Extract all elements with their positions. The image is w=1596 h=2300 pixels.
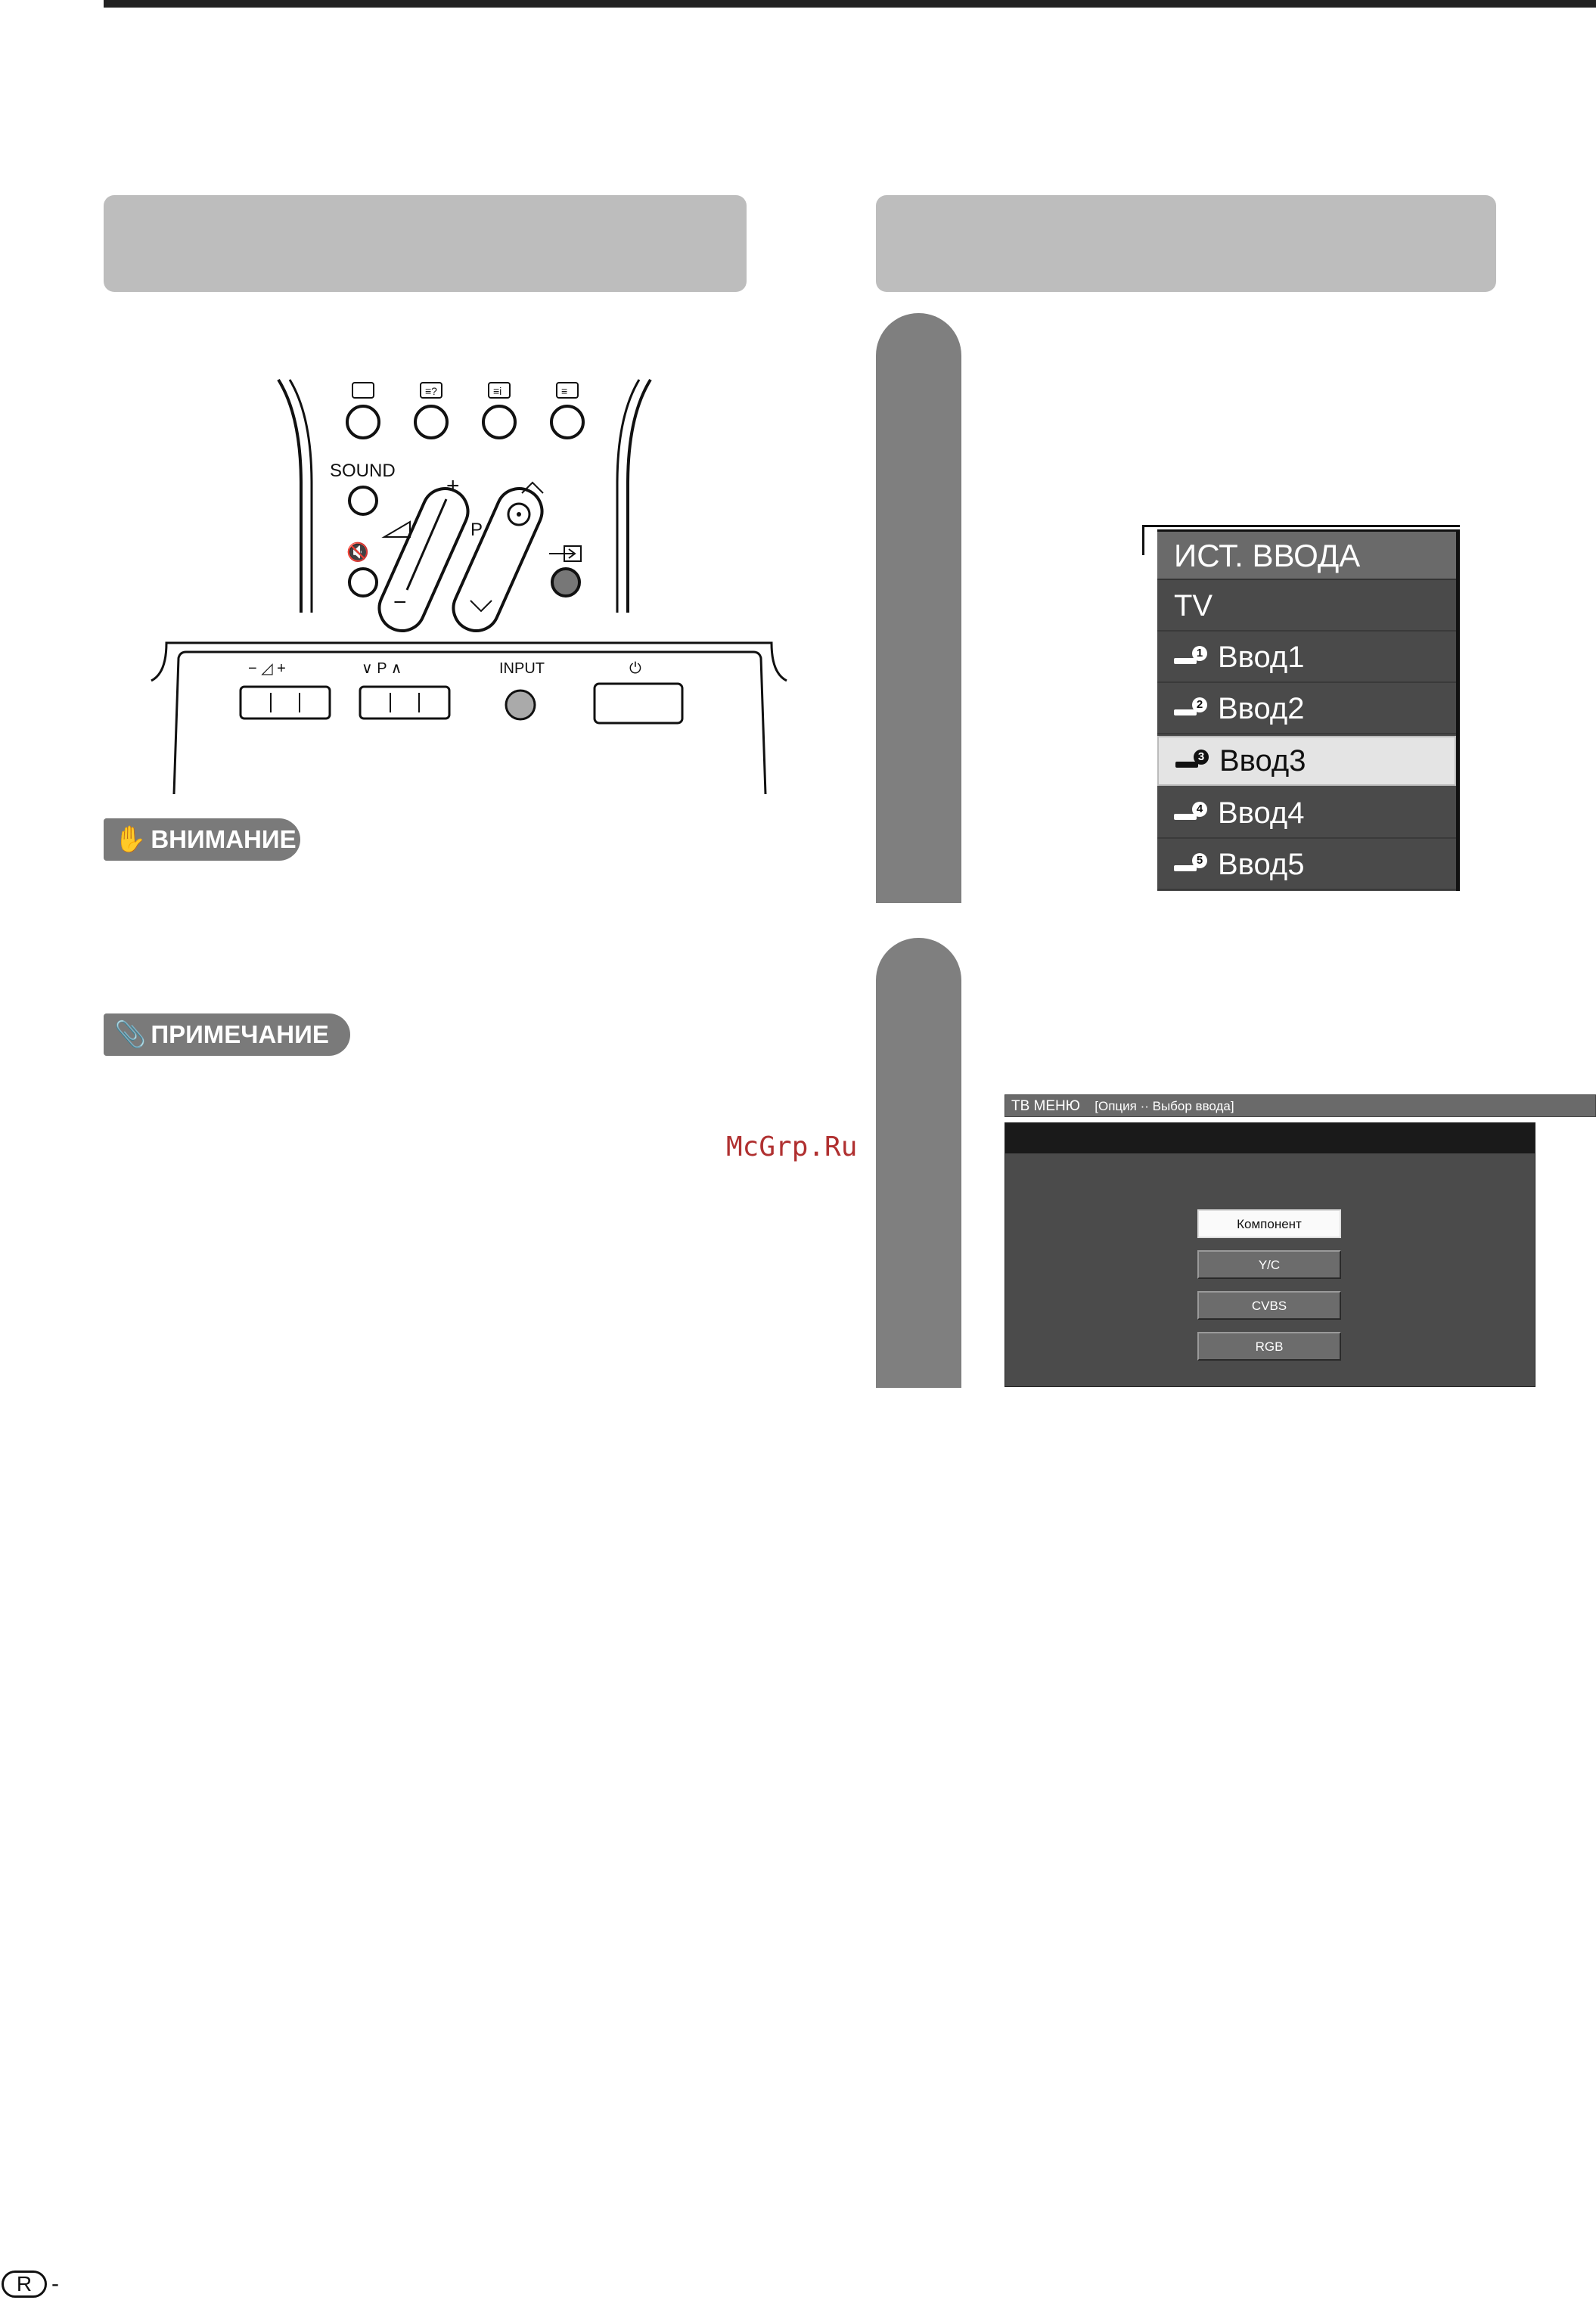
- menu-frame-line: [1142, 525, 1460, 527]
- top-rule: [104, 0, 1596, 8]
- menu-item-label: Ввод2: [1218, 692, 1305, 725]
- sound-label: SOUND: [330, 461, 396, 481]
- input-source-menu: [1157, 529, 1460, 891]
- menu-item-input1[interactable]: [1157, 633, 1456, 683]
- tv-menu-title: ТВ МЕНЮ: [1011, 1098, 1080, 1114]
- volume-minus-label: −: [393, 590, 407, 615]
- menu-item-label: Ввод5: [1218, 848, 1305, 881]
- panel-power-button[interactable]: [595, 684, 682, 723]
- teletext-reveal-button[interactable]: [415, 383, 447, 438]
- tv-menu-screen: [1004, 1122, 1535, 1387]
- page-marker: [2, 2271, 59, 2298]
- remote-input-button[interactable]: [552, 569, 579, 596]
- teletext-index-button[interactable]: [483, 383, 515, 438]
- power-icon: ⏻: [629, 660, 641, 677]
- volume-icon: [384, 522, 410, 537]
- tv-menu-header: [1004, 1094, 1596, 1117]
- menu-item-label: Ввод4: [1218, 796, 1305, 830]
- volume-rocker[interactable]: [372, 481, 475, 638]
- input-plug-icon: 5: [1174, 859, 1204, 870]
- channel-rocker[interactable]: [446, 481, 549, 638]
- panel-input-button[interactable]: [506, 691, 535, 719]
- svg-text:≡: ≡: [561, 385, 568, 397]
- paperclip-icon: 📎: [114, 1020, 147, 1049]
- mute-icon: 🔇: [346, 542, 369, 563]
- option-rgb-button[interactable]: RGB: [1197, 1332, 1341, 1361]
- panel-channel-label: ∨ P ∧: [362, 660, 402, 677]
- region-mark: R: [2, 2271, 47, 2298]
- menu-item-tv[interactable]: [1157, 582, 1456, 632]
- panel-channel-button[interactable]: [360, 687, 449, 719]
- menu-item-label: Ввод3: [1219, 744, 1306, 778]
- caution-badge: [104, 818, 300, 861]
- teletext-button[interactable]: [551, 383, 583, 438]
- mute-button[interactable]: [349, 569, 377, 596]
- channel-p-label: P: [470, 520, 483, 540]
- menu-item-input5[interactable]: [1157, 840, 1456, 890]
- panel-input-label: INPUT: [499, 660, 545, 677]
- step-tab-1: [876, 313, 961, 903]
- menu-item-input4[interactable]: [1157, 789, 1456, 839]
- menu-item-label: TV: [1174, 589, 1213, 622]
- input-plug-icon: 2: [1174, 703, 1204, 714]
- menu-frame-side: [1142, 525, 1144, 555]
- step-tab-2: [876, 938, 961, 1388]
- note-badge: [104, 1013, 350, 1056]
- menu-item-label: Ввод1: [1218, 641, 1305, 674]
- volume-plus-label: +: [446, 473, 460, 498]
- caution-hand-icon: ✋: [114, 825, 147, 854]
- option-yc-button[interactable]: Y/C: [1197, 1250, 1341, 1279]
- sound-button[interactable]: [349, 487, 377, 514]
- panel-volume-label: − ◿ +: [248, 660, 286, 677]
- input-plug-icon: 3: [1175, 756, 1206, 766]
- caution-label: ВНИМАНИЕ: [151, 825, 297, 853]
- menu-item-input2[interactable]: [1157, 684, 1456, 734]
- remote-illustration: [144, 371, 794, 802]
- menu-item-input3[interactable]: [1157, 736, 1456, 786]
- input-plug-icon: 1: [1174, 652, 1204, 663]
- input-source-icon: [549, 546, 581, 561]
- menu-title: ИСТ. ВВОДА: [1157, 532, 1456, 580]
- input-plug-icon: 4: [1174, 808, 1204, 818]
- option-cvbs-button[interactable]: CVBS: [1197, 1291, 1341, 1320]
- option-component-button[interactable]: Компонент: [1197, 1209, 1341, 1238]
- tv-menu-breadcrumb: [Опция ·· Выбор ввода]: [1095, 1099, 1234, 1113]
- page-dash: -: [51, 2271, 59, 2296]
- note-label: ПРИМЕЧАНИЕ: [151, 1020, 329, 1048]
- svg-text:≡?: ≡?: [425, 385, 437, 397]
- right-section-header: [876, 195, 1496, 292]
- channel-down-icon: [470, 601, 492, 611]
- svg-text:≡i: ≡i: [493, 385, 502, 397]
- panel-volume-button[interactable]: [241, 687, 330, 719]
- left-section-header: [104, 195, 747, 292]
- teletext-subtitle-button[interactable]: [347, 383, 379, 438]
- watermark: McGrp.Ru: [726, 1131, 858, 1162]
- tv-menu-strip: [1005, 1123, 1535, 1153]
